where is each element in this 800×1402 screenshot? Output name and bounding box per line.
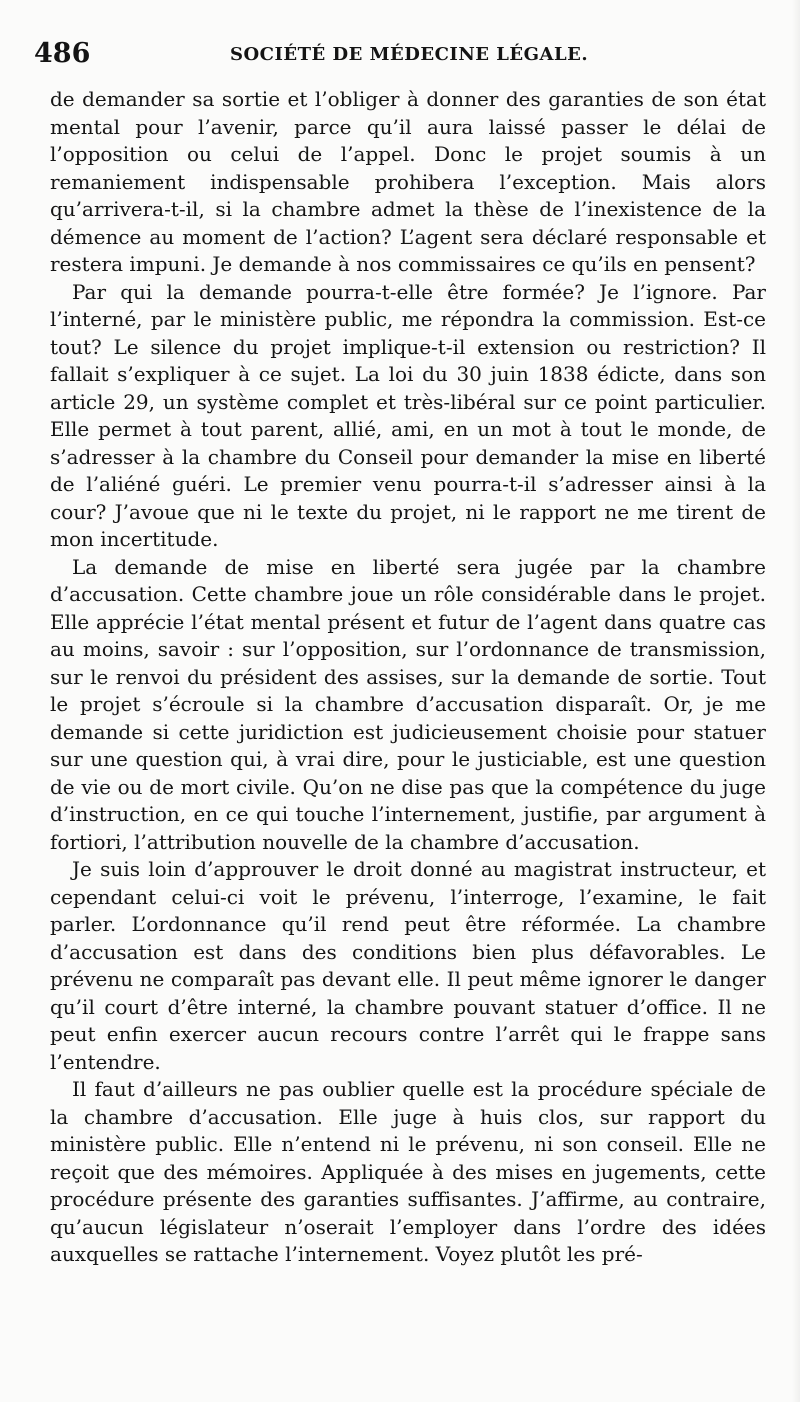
body-text (50, 86, 766, 1269)
paragraph: Il faut d’ailleurs ne pas oublier quelle est la procédure spéciale de la chambre d’accusation. Elle juge à huis clos, sur rapport du ministère public. Elle n’entend ni le prévenu, ni son conseil. Elle ne reçoit que des mémoires. Appliquée à des mises en jugements, cette procédure présente des garanties suffisantes. J’affirme, au contraire, qu’aucun législateur n’oserait l’employer dans l’ordre des idées auxquelles se rattache l’internement. Voyez plutôt les pré- (50, 1077, 766, 1266)
paragraph: Je suis loin d’approuver le droit donné au magistrat instructeur, et cependant celui-ci voit le prévenu, l’interroge, l’examine, le fait parler. L’ordonnance qu’il rend peut être réformée. La chambre d’accusation est dans des conditions bien plus défavorables. Le prévenu ne comparaît pas devant elle. Il peut même ignorer le danger qu’il court d’être interné, la chambre pouvant statuer d’office. Il ne peut enfin exercer aucun recours contre l’arrêt qui le frappe sans l’entendre. (50, 857, 766, 1074)
paragraph: La demande de mise en liberté sera jugée par la chambre d’accusation. Cette chambre joue un rôle considérable dans le projet. Elle apprécie l’état mental présent et futur de l’agent dans quatre cas au moins, savoir : sur l’opposition, sur l’ordonnance de transmission, sur le renvoi du président des assises, sur la demande de sortie. Tout le projet s’écroule si la chambre d’accusation disparaît. Or, je me demande si cette juridiction est judicieusement choisie pour statuer sur une question qui, à vrai dire, pour le justiciable, est une question de vie ou de mort civile. Qu’on ne dise pas que la compétence du juge d’instruction, en ce qui touche l’internement, justifie, par argument à fortiori, l’attribution nouvelle de la chambre d’accusation. (50, 554, 766, 854)
page-number: 486 (34, 38, 91, 69)
page-edge-shadow (792, 0, 800, 1402)
running-head: SOCIÉTÉ DE MÉDECINE LÉGALE. (230, 44, 589, 65)
paragraph-continued: de demander sa sortie et l’obliger à donner des garanties de son état mental pour l’avenir, parce qu’il aura laissé passer le délai de l’opposition ou celui de l’appel. Donc le projet soumis à un remaniement indispensable prohibera l’exception. Mais alors qu’arrivera-t-il, si la chambre admet la thèse de l’inexistence de la démence au moment de l’action? L’agent sera déclaré responsable et restera impuni. Je demande à nos commissaires ce qu’ils en pensent? (50, 87, 766, 276)
paragraph: Par qui la demande pourra-t-elle être formée? Je l’ignore. Par l’interné, par le ministère public, me répondra la commission. Est-ce tout? Le silence du projet implique-t-il extension ou restriction? Il fallait s’expliquer à ce sujet. La loi du 30 juin 1838 édicte, dans son article 29, un système complet et très-libéral sur ce point particulier. Elle permet à tout parent, allié, ami, en un mot à tout le monde, de s’adresser à la chambre du Conseil pour demander la mise en liberté de l’aliéné guéri. Le premier venu pourra-t-il s’adresser ainsi à la cour? J’avoue que ni le texte du projet, ni le rapport ne me tirent de mon incertitude. (50, 279, 766, 551)
page-header (34, 38, 774, 78)
